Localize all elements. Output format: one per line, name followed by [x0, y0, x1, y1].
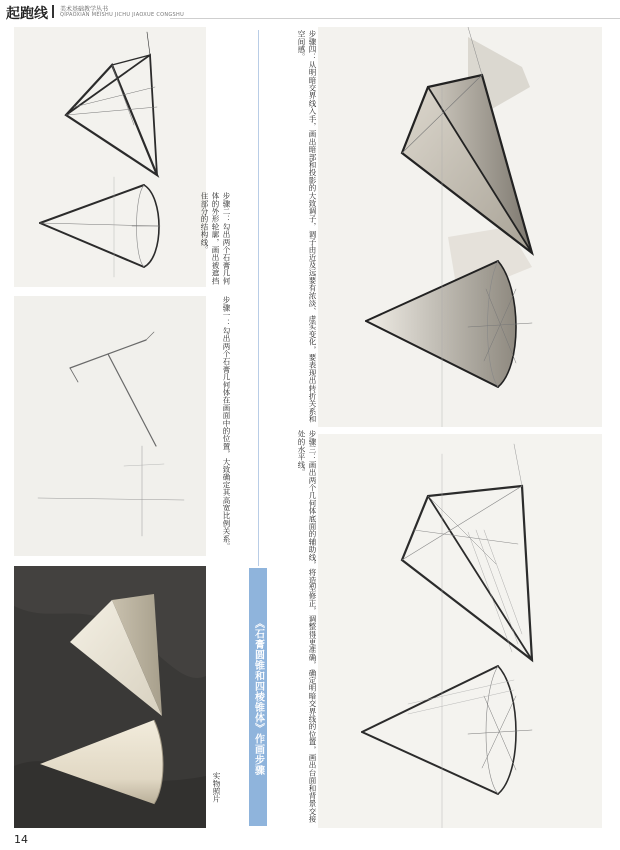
step2-drawing	[14, 27, 206, 287]
series-subtitle: 美术基础教学丛书	[60, 6, 109, 13]
section-title-band	[249, 568, 267, 826]
book-series-title: 起跑线	[6, 6, 48, 22]
step1-caption: 步骤一：勾出两个石膏几何体在画面中的位置，大致确定其高宽比例关系。	[222, 296, 231, 551]
header-divider	[52, 5, 54, 18]
step4-drawing	[318, 27, 602, 427]
step2-caption: 步骤二：勾出两个石膏几何体的外形轮廓，画出被遮挡住部分的结构线。	[200, 192, 231, 285]
series-subtitle-pinyin: QIPAOXIAN MEISHU JICHU JIAOXUE CONGSHU	[60, 12, 185, 18]
step1-drawing	[14, 296, 206, 556]
page-number: 14	[14, 833, 28, 846]
section-title: 《石膏圆锥和四棱锥体》作画步骤	[252, 618, 264, 776]
photo-caption: 实物照片	[212, 772, 221, 803]
step4-caption: 步骤四：从明暗交界线入手，画出暗部和投影的大致调子，调子由近及远要有浓淡、虚实变化，要表现出转折关系和空间感。	[297, 30, 317, 423]
step3-caption: 步骤三：画出两个几何体底面的辅助线，将造型修正，调整得更准确，确定明暗交界线的位置，画出台面和背景交接处的水平线。	[297, 430, 317, 823]
step3-drawing	[318, 434, 602, 828]
page-header	[0, 0, 620, 24]
header-rule	[170, 18, 620, 19]
column-divider	[258, 30, 259, 566]
reference-photo	[14, 566, 206, 828]
